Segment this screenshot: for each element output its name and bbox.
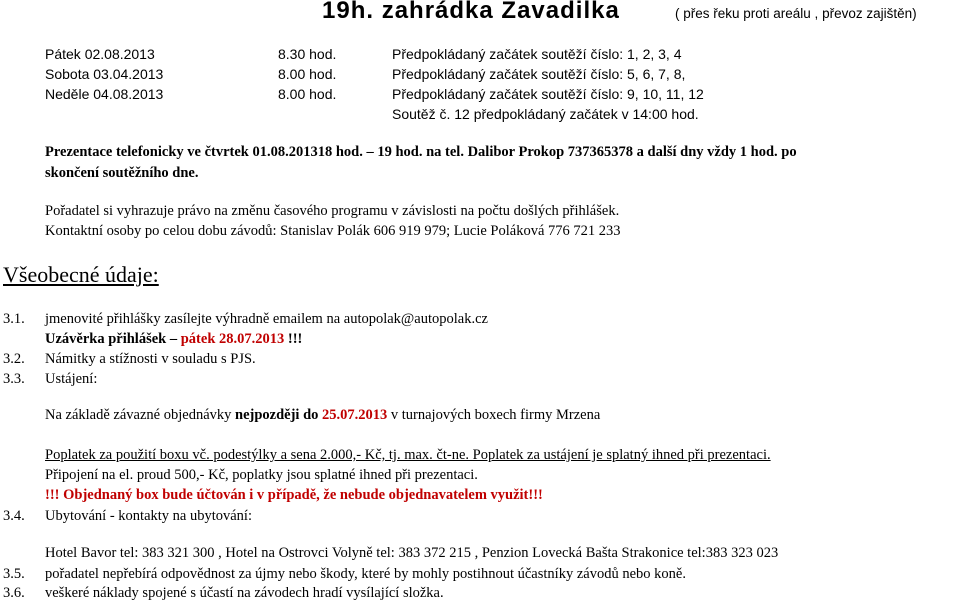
section-title: Všeobecné údaje: xyxy=(3,262,159,287)
item-accommodation: Ubytování - kontakty na ubytování: xyxy=(45,508,252,524)
stabling-pre: Na základě závazné objednávky xyxy=(45,407,236,423)
schedule-time: 8.30 hod. xyxy=(278,46,337,62)
warning-exclamation: !!! xyxy=(45,487,60,503)
schedule-day: Pátek 02.08.2013 xyxy=(45,46,155,62)
box-fee-note: Poplatek za použití boxu vč. podestýlky a sena 2.000,- Kč, tj. max. čt-ne. Poplatek za ustájení je splatný ihned při prezentaci. xyxy=(45,447,771,463)
organizer-reserve-note: Pořadatel si vyhrazuje právo na změnu časového programu v závislosti na počtu došlých přihlášek. xyxy=(45,203,620,219)
schedule-note: Soutěž č. 12 předpokládaný začátek v 14:00 hod. xyxy=(392,106,699,122)
item-number: 3.6. xyxy=(3,585,25,601)
page-title: 19h. zahrádka Zavadilka xyxy=(322,0,620,24)
stabling-post: v turnajových boxech firmy Mrzena xyxy=(387,407,601,423)
item-complaints: Námitky a stížnosti v souladu s PJS. xyxy=(45,351,256,367)
entries-deadline xyxy=(45,330,302,348)
schedule-time: 8.00 hod. xyxy=(278,86,337,102)
presentation-line-2: skončení soutěžního dne. xyxy=(45,165,199,181)
warning-text: Objednaný box bude účtován i v případě, že nebude objednavatelem využit!!! xyxy=(59,487,543,503)
schedule-text: Předpokládaný začátek soutěží číslo: 1, 2, 3, 4 xyxy=(392,46,682,62)
presentation-line-1: Prezentace telefonicky ve čtvrtek 01.08.201318 hod. – 19 hod. na tel. Dalibor Prokop 737365378 a další dny vždy 1 hod. po xyxy=(45,144,797,160)
contact-persons: Kontaktní osoby po celou dobu závodů: Stanislav Polák 606 919 979; Lucie Poláková 776 721 233 xyxy=(45,223,621,239)
item-entries-email: jmenovité přihlášky zasílejte výhradně emailem na autopolak@autopolak.cz xyxy=(45,311,488,327)
schedule-day: Sobota 03.04.2013 xyxy=(45,66,164,82)
hotel-contacts: Hotel Bavor tel: 383 321 300 , Hotel na Ostrovci Volyně tel: 383 372 215 , Penzion Lovecká Bašta Strakonice tel:383 323 023 xyxy=(45,545,779,561)
schedule-day: Neděle 04.08.2013 xyxy=(45,86,164,102)
item-number: 3.1. xyxy=(3,311,25,327)
power-fee-note: Připojení na el. proud 500,- Kč, poplatky jsou splatné ihned při prezentaci. xyxy=(45,467,478,483)
stabling-deadline-date: 25.07.2013 xyxy=(322,407,388,423)
item-number: 3.5. xyxy=(3,566,25,582)
schedule-text: Předpokládaný začátek soutěží číslo: 5, 6, 7, 8, xyxy=(392,66,686,82)
deadline-dash: – xyxy=(166,331,181,347)
box-charge-warning xyxy=(45,486,543,504)
page-subtitle: ( přes řeku proti areálu , převoz zajištěn) xyxy=(675,6,917,21)
schedule-time: 8.00 hod. xyxy=(278,66,337,82)
stabling-deadline-label: nejpozději do xyxy=(235,407,319,423)
deadline-label: Uzávěrka přihlášek xyxy=(45,331,167,347)
schedule-text: Předpokládaný začátek soutěží číslo: 9, 10, 11, 12 xyxy=(392,86,704,102)
item-costs: veškeré náklady spojené s účastí na závodech hradí vysílající složka. xyxy=(45,585,444,601)
item-stabling: Ustájení: xyxy=(45,371,98,387)
deadline-date: pátek 28.07.2013 xyxy=(180,331,285,347)
item-liability: pořadatel nepřebírá odpovědnost za újmy nebo škody, které by mohly postihnout účastníky závodů nebo koně. xyxy=(45,566,686,582)
item-number: 3.3. xyxy=(3,371,25,387)
item-number: 3.2. xyxy=(3,351,25,367)
stabling-order-note xyxy=(45,406,600,424)
deadline-exclamation: !!! xyxy=(284,331,303,347)
item-number: 3.4. xyxy=(3,508,25,524)
